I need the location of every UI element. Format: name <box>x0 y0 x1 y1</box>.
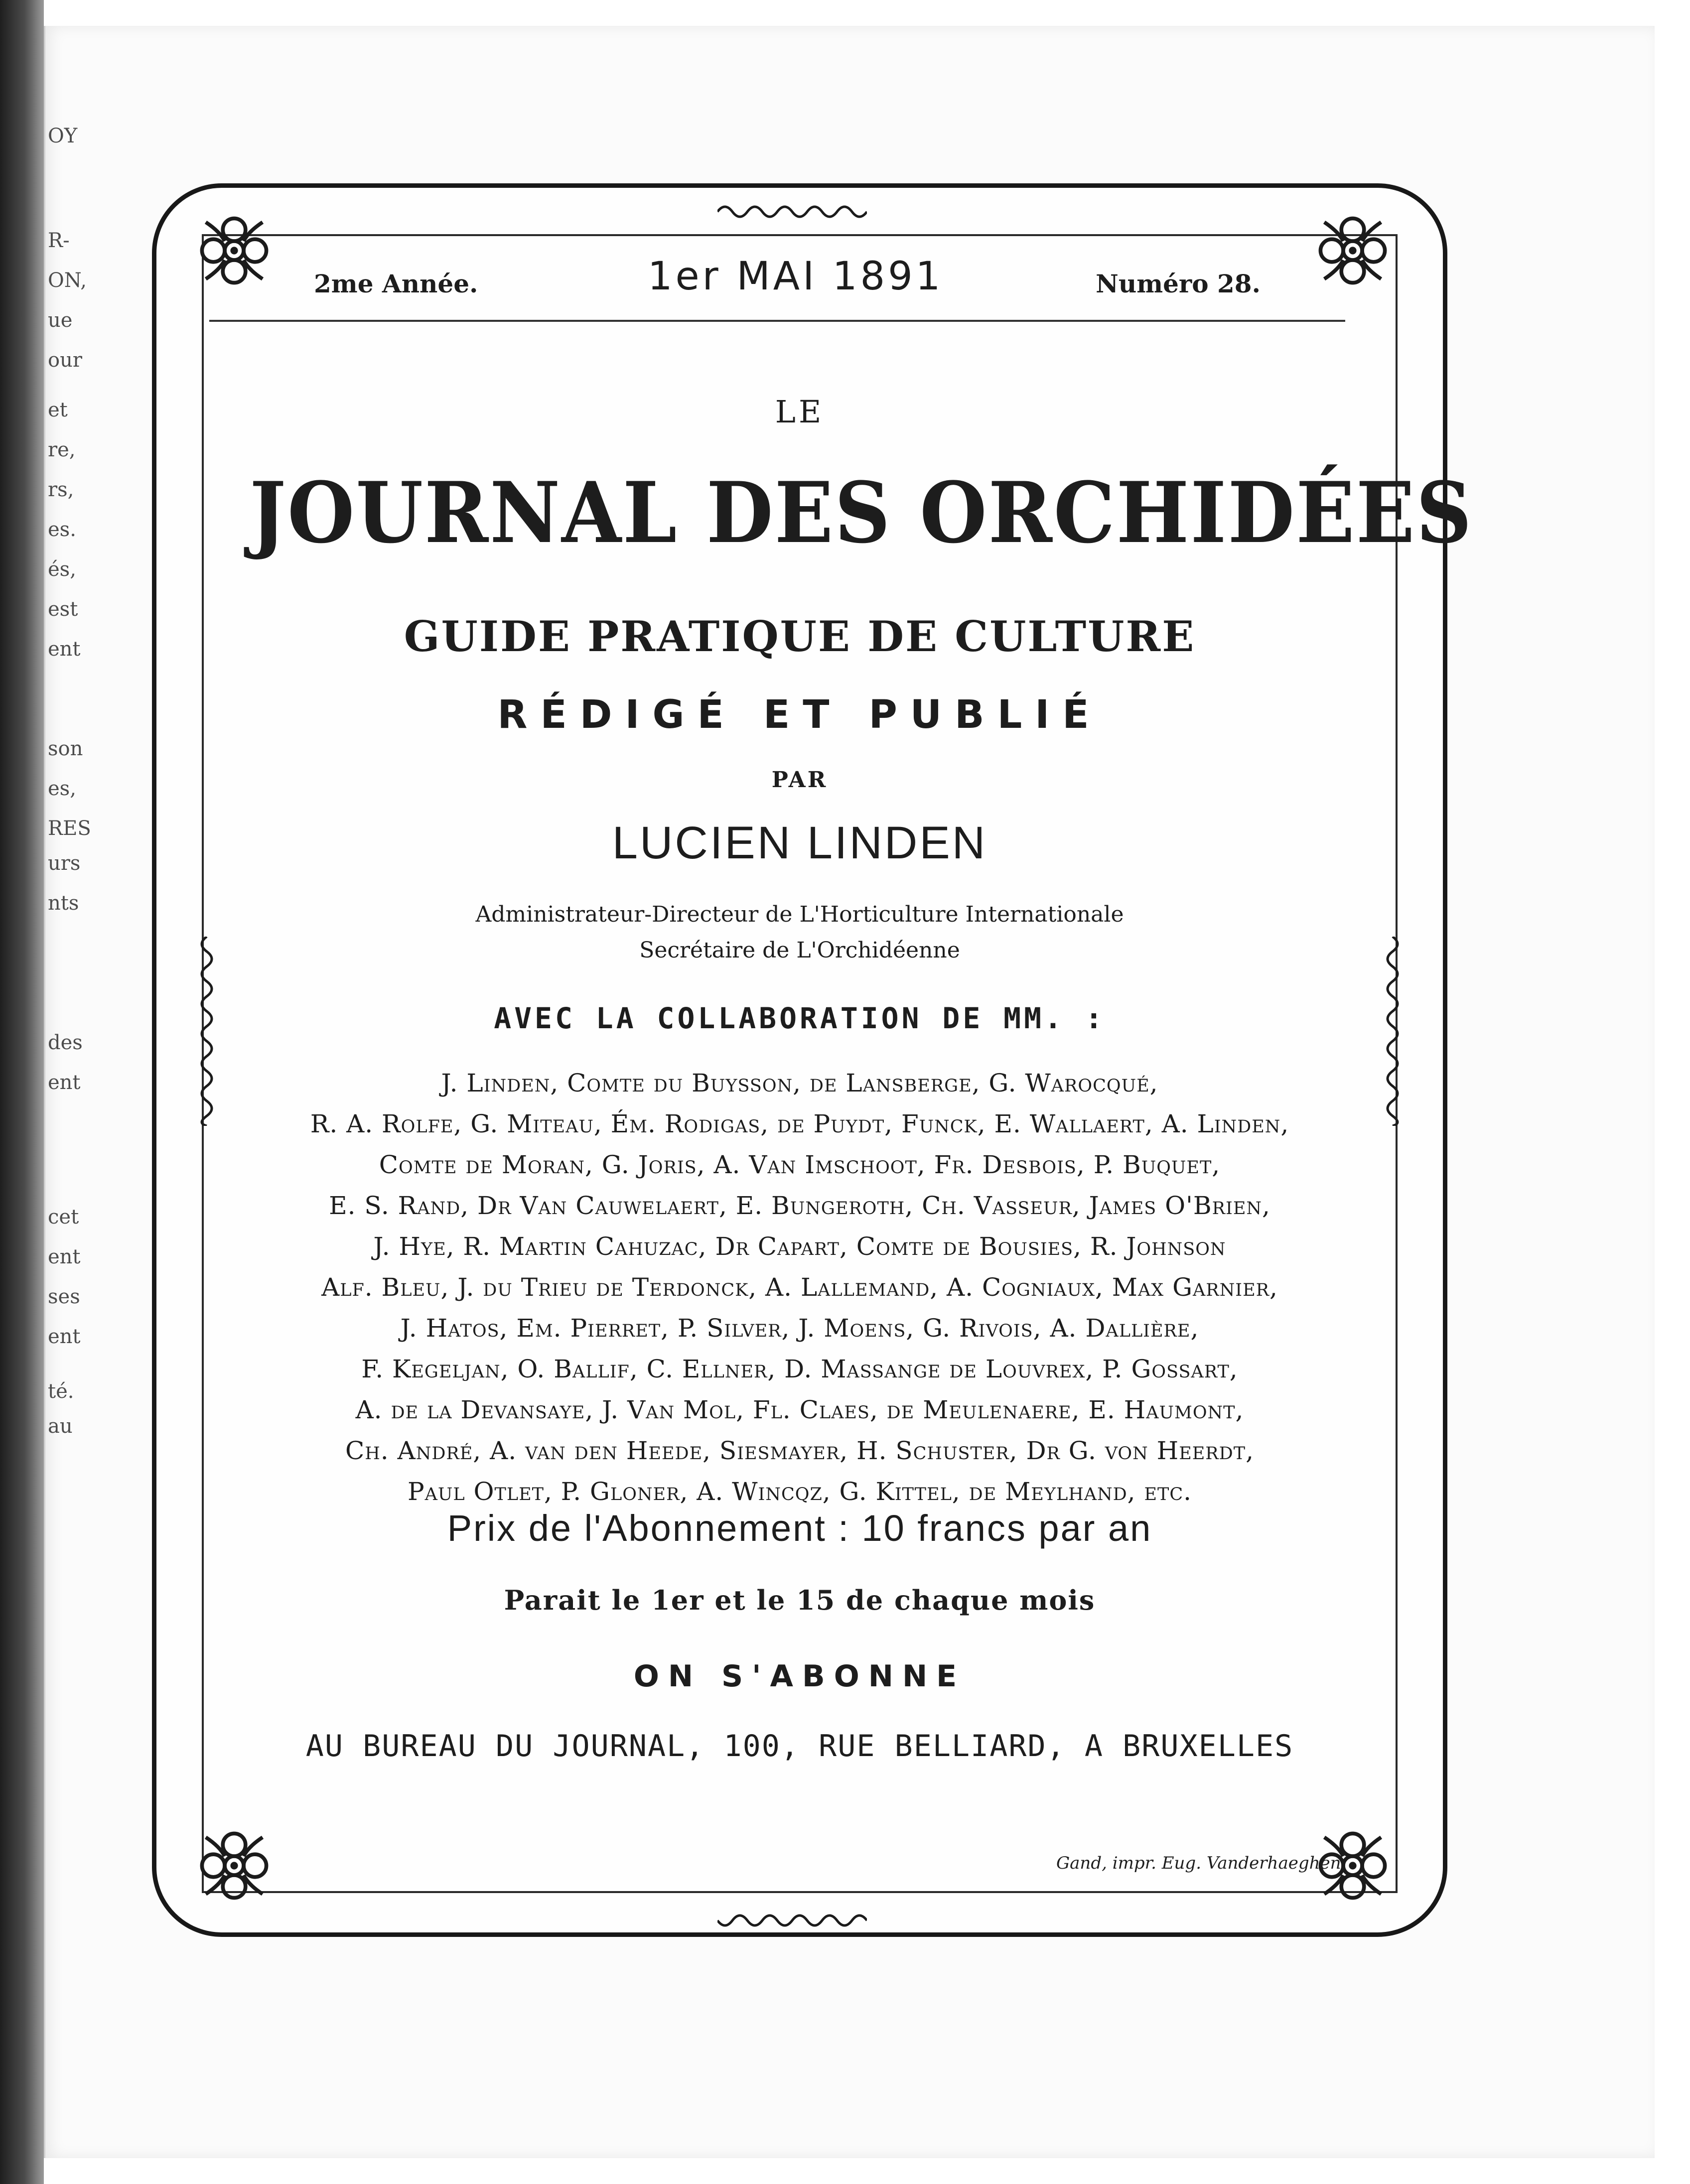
adjacent-page-fragment: est <box>48 598 78 621</box>
issue-number: Numéro 28. <box>1096 269 1261 298</box>
adjacent-page-fragment: OY <box>48 125 78 147</box>
journal-title: JOURNAL DES ORCHIDÉES <box>250 463 1473 562</box>
book-binding <box>0 0 44 2184</box>
adjacent-page-fragment: ent <box>48 638 81 661</box>
adjacent-page-fragment: RES <box>48 817 91 840</box>
collaborators-line: E. S. Rand, Dr Van Cauwelaert, E. Bungeroth, Ch. Vasseur, James O'Brien, <box>329 1191 1270 1220</box>
printer-credit: Gand, impr. Eug. Vanderhaeghen. <box>1056 1853 1347 1873</box>
adjacent-page-fragment: ent <box>48 1325 81 1348</box>
publication-frequency: Parait le 1er et le 15 de chaque mois <box>504 1584 1096 1616</box>
adjacent-page-fragment: cet <box>48 1206 79 1228</box>
ornament-top-right-icon <box>1305 203 1400 298</box>
editor-role-1: Administrateur-Directeur de L'Horticulture Internationale <box>475 902 1124 927</box>
collaborators-list <box>202 1069 1398 1518</box>
adjacent-page-fragment: es, <box>48 777 76 800</box>
adjacent-page-fragment: ue <box>48 309 73 332</box>
issue-header <box>314 254 1261 309</box>
collaboration-heading: AVEC LA COLLABORATION DE MM. : <box>494 1001 1106 1035</box>
adjacent-page-fragment: re, <box>48 438 76 461</box>
issue-date: 1er MAI 1891 <box>648 254 944 299</box>
subscription-address: AU BUREAU DU JOURNAL, 100, RUE BELLIARD, A BRUXELLES <box>305 1729 1294 1764</box>
journal-subtitle: GUIDE PRATIQUE DE CULTURE <box>404 612 1196 661</box>
editor-name: LUCIEN LINDEN <box>612 818 987 868</box>
adjacent-page-fragment: és, <box>48 558 76 581</box>
adjacent-page-fragment: té. <box>48 1380 74 1403</box>
collaborators-line: J. Linden, Comte du Buysson, de Lansberge, G. Warocqué, <box>441 1069 1158 1097</box>
ornament-top-left-icon <box>187 203 282 298</box>
adjacent-page-fragment: des <box>48 1031 83 1054</box>
title-article: LE <box>775 394 825 430</box>
collaborators-line: Paul Otlet, P. Gloner, A. Wincqz, G. Kittel, de Meylhand, etc. <box>407 1477 1192 1506</box>
squiggle-top-icon <box>717 197 867 222</box>
adjacent-page-fragment: our <box>48 349 82 372</box>
issue-year: 2me Année. <box>314 269 478 298</box>
edited-published-line: RÉDIGÉ ET PUBLIÉ <box>497 692 1102 737</box>
collaborators-line: J. Hye, R. Martin Cahuzac, Dr Capart, Comte de Bousies, R. Johnson <box>373 1232 1226 1261</box>
adjacent-page-fragments <box>46 120 91 1438</box>
ornament-bottom-left-icon <box>187 1818 282 1913</box>
subscribe-heading: ON S'ABONNE <box>633 1659 966 1694</box>
adjacent-page-fragment: au <box>48 1415 73 1438</box>
header-divider <box>209 320 1345 322</box>
adjacent-page-fragment: es. <box>48 518 76 541</box>
editor-role-2: Secrétaire de L'Orchidéenne <box>639 938 960 963</box>
collaborators-line: Alf. Bleu, J. du Trieu de Terdonck, A. Lallemand, A. Cogniaux, Max Garnier, <box>321 1273 1278 1302</box>
adjacent-page-fragment: R- <box>48 229 70 252</box>
collaborators-line: J. Hatos, Em. Pierret, P. Silver, J. Moens, G. Rivois, A. Dallière, <box>400 1314 1199 1343</box>
by-line: PAR <box>771 767 828 793</box>
collaborators-line: R. A. Rolfe, G. Miteau, Ém. Rodigas, de Puydt, Funck, E. Wallaert, A. Linden, <box>310 1109 1289 1138</box>
adjacent-page-fragment: ses <box>48 1285 80 1308</box>
subscription-price: Prix de l'Abonnement : 10 francs par an <box>447 1507 1152 1549</box>
adjacent-page-fragment: ent <box>48 1071 81 1094</box>
adjacent-page-fragment: ent <box>48 1245 81 1268</box>
collaborators-line: Comte de Moran, G. Joris, A. Van Imschoot, Fr. Desbois, P. Buquet, <box>379 1150 1221 1179</box>
squiggle-bottom-icon <box>717 1911 867 1935</box>
adjacent-page-fragment: nts <box>48 892 79 915</box>
adjacent-page-fragment: urs <box>48 852 81 875</box>
adjacent-page-fragment: ON, <box>48 269 87 292</box>
collaborators-line: A. de la Devansaye, J. Van Mol, Fl. Claes, de Meulenaere, E. Haumont, <box>355 1395 1244 1424</box>
adjacent-page-fragment: son <box>48 737 83 760</box>
adjacent-page-fragment: et <box>48 399 68 421</box>
adjacent-page-fragment: rs, <box>48 478 74 501</box>
collaborators-line: F. Kegeljan, O. Ballif, C. Ellner, D. Massange de Louvrex, P. Gossart, <box>361 1355 1238 1383</box>
collaborators-line: Ch. André, A. van den Heede, Siesmayer, H. Schuster, Dr G. von Heerdt, <box>345 1436 1254 1465</box>
